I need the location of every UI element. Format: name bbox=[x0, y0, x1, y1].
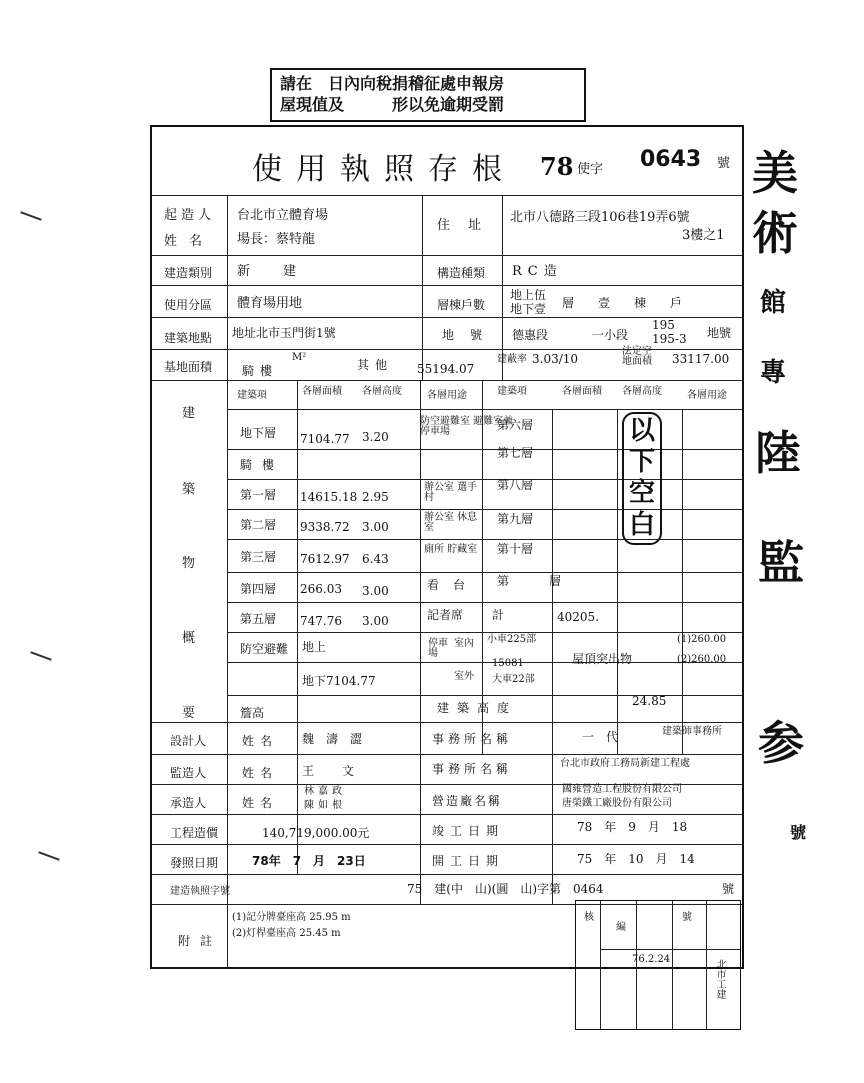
total-value: 40205. bbox=[557, 610, 599, 624]
supervisor-name-label: 姓名 bbox=[242, 766, 279, 780]
permit-value-suffix: 號 bbox=[722, 882, 735, 896]
complete-label: 竣工日期 bbox=[432, 824, 505, 838]
floors-below: 地下壹 bbox=[510, 302, 547, 316]
floor-area: 7104.77 bbox=[300, 432, 350, 446]
supervisor-name: 王 文 bbox=[302, 764, 363, 778]
contractor-name-1: 林嘉政 bbox=[304, 786, 346, 797]
total-label: 計 bbox=[492, 608, 505, 622]
permit-label: 建造執照字號 bbox=[170, 886, 230, 897]
floor-name-right: 第六層 bbox=[497, 418, 534, 432]
lot-number-1: 195 bbox=[652, 318, 675, 332]
punch-mark bbox=[30, 651, 51, 660]
designer-label: 設計人 bbox=[170, 734, 207, 748]
margin-char-8: 號 bbox=[790, 823, 807, 842]
site-label: 建築地點 bbox=[164, 331, 213, 345]
side-char-5: 要 bbox=[182, 706, 196, 721]
parking-outdoor: 室外 bbox=[454, 671, 474, 682]
complete-date: 78 年 9 月 18 bbox=[577, 820, 688, 834]
approval-col-1: 核 bbox=[584, 912, 594, 923]
other-label: 其他 bbox=[357, 358, 394, 372]
contractor-name-label: 姓名 bbox=[242, 796, 279, 810]
legal-open-value: 33117.00 bbox=[672, 352, 730, 366]
eaves-label: 簷高 bbox=[240, 706, 265, 720]
col-height-header: 各層高度 bbox=[362, 386, 402, 397]
ratio-value: 3.03/10 bbox=[532, 352, 579, 366]
col-use-header: 各層用途 bbox=[427, 390, 467, 401]
builder-label: 起造人 bbox=[164, 208, 216, 223]
side-char-2: 築 bbox=[182, 482, 196, 497]
floor-use: 看台 bbox=[427, 578, 480, 592]
address-label: 住址 bbox=[437, 218, 500, 233]
note-label: 附註 bbox=[178, 934, 223, 948]
stamp-line-1: 請在 日內向稅捐稽征處申報房 bbox=[280, 74, 505, 93]
note-2: (2)灯桿臺座高 25.45 m bbox=[232, 928, 341, 939]
floor-name: 第三層 bbox=[240, 550, 277, 564]
roof-value-1: (1)260.00 bbox=[677, 634, 727, 645]
unit-m2: M² bbox=[292, 352, 307, 363]
permit-number: 0643 bbox=[640, 147, 702, 172]
area-value: 55194.07 bbox=[417, 362, 475, 376]
issue-label: 發照日期 bbox=[170, 856, 219, 870]
address-value-2: 3樓之1 bbox=[682, 228, 725, 243]
permit-word: 使字 bbox=[577, 162, 604, 177]
parking-small: 小車225部 bbox=[487, 634, 537, 645]
margin-char-5: 陸 bbox=[755, 426, 801, 480]
col-item-header-right: 建築項 bbox=[497, 386, 527, 397]
contractor-name-2: 陳如根 bbox=[304, 800, 346, 811]
area-label: 基地面積 bbox=[164, 360, 213, 374]
floor-name: 第五層 bbox=[240, 612, 277, 626]
floor-use: 防空避難室 避難室兼停車場 bbox=[420, 416, 514, 437]
company-2: 唐榮鐵工廠股份有限公司 bbox=[562, 798, 672, 809]
cost-label: 工程造價 bbox=[170, 826, 219, 840]
designer-firm-suffix: 建築師事務所 bbox=[662, 726, 722, 737]
floor-height: 3.00 bbox=[362, 614, 389, 628]
col-area-header-right: 各層面積 bbox=[562, 386, 602, 397]
col-use-header-right: 各層用途 bbox=[687, 390, 727, 401]
floors-above: 地上伍 bbox=[510, 288, 547, 302]
blank-below-note: 以下空白 bbox=[622, 412, 662, 545]
floor-name: 第四層 bbox=[240, 582, 277, 596]
floor-name: 騎樓 bbox=[240, 458, 285, 472]
floor-name: 第一層 bbox=[240, 488, 277, 502]
permit-suffix: 號 bbox=[717, 156, 731, 171]
shelter-above: 地上 bbox=[302, 640, 327, 654]
margin-char-6: 監 bbox=[758, 536, 804, 590]
name-label: 姓名 bbox=[164, 234, 215, 249]
floors-label: 層棟戶數 bbox=[437, 298, 486, 312]
approval-stamp: 北市工建 bbox=[714, 959, 725, 999]
floor-use: 辦公室 選手村 bbox=[424, 482, 478, 503]
floor-name-right: 第九層 bbox=[497, 512, 534, 526]
floor-name-right: 第十層 bbox=[497, 542, 534, 556]
designer-firm-label: 事務所名稱 bbox=[432, 732, 513, 746]
supervisor-firm: 台北市政府工務局新建工程處 bbox=[560, 758, 690, 769]
approval-box bbox=[575, 900, 741, 1030]
floors-rest: 層 壹 棟 戶 bbox=[562, 296, 689, 310]
shelter-below: 地下7104.77 bbox=[302, 674, 376, 688]
company-1: 國雍營造工程股份有限公司 bbox=[562, 784, 682, 795]
margin-char-2: 術 bbox=[752, 206, 798, 260]
floor-height: 3.00 bbox=[362, 520, 389, 534]
floor-use: 廁所 貯藏室 bbox=[424, 544, 478, 555]
margin-char-1: 美 bbox=[752, 146, 798, 200]
col-item-header: 建築項 bbox=[237, 390, 267, 401]
parking-large: 大車22部 bbox=[492, 674, 535, 685]
floor-area: 266.03 bbox=[300, 582, 342, 596]
margin-char-4: 專 bbox=[760, 358, 787, 388]
parking-indoor: 室內 bbox=[454, 638, 474, 649]
floor-name-right: 第七層 bbox=[497, 446, 534, 460]
floor-name: 地下層 bbox=[240, 426, 277, 440]
designer-name: 魏 濤 澀 bbox=[302, 732, 363, 746]
name-value: 場長：蔡特龍 bbox=[237, 232, 316, 247]
height-value: 24.85 bbox=[632, 694, 667, 708]
punch-mark bbox=[20, 211, 41, 220]
side-char-4: 概 bbox=[182, 631, 196, 646]
floor-use: 辦公室 休息室 bbox=[424, 512, 478, 533]
tax-reminder-stamp bbox=[270, 68, 586, 122]
legal-open-label: 法定空地面積 bbox=[622, 346, 652, 367]
structure-value: RC造 bbox=[512, 264, 563, 279]
builder-value: 台北市立體育場 bbox=[237, 208, 329, 223]
lot-small-section: 一小段 bbox=[592, 328, 629, 342]
lot-section: 德惠段 bbox=[512, 328, 549, 342]
address-value-1: 北市八德路三段106巷19弄6號 bbox=[510, 210, 690, 225]
parking-area: 15081 bbox=[492, 658, 524, 669]
approval-col-2: 編 bbox=[616, 922, 626, 933]
lot-suffix: 地號 bbox=[707, 326, 732, 340]
type-value: 新 建 bbox=[237, 264, 307, 279]
side-char-3: 物 bbox=[182, 556, 196, 571]
supervisor-firm-label: 事務所名稱 bbox=[432, 762, 513, 776]
approval-date: 76.2.24 bbox=[632, 954, 671, 965]
floor-area: 7612.97 bbox=[300, 552, 350, 566]
contractor-label: 承造人 bbox=[170, 796, 207, 810]
designer-name-label: 姓名 bbox=[242, 734, 279, 748]
floor-height: 3.00 bbox=[362, 584, 389, 598]
supervisor-label: 監造人 bbox=[170, 766, 207, 780]
margin-char-7: 参 bbox=[758, 716, 804, 770]
type-label: 建造類別 bbox=[164, 266, 213, 280]
lot-number-2: 195-3 bbox=[652, 332, 687, 346]
company-label: 營造廠名稱 bbox=[432, 794, 503, 808]
floor-area: 14615.18 bbox=[300, 490, 358, 504]
height-label: 建築高度 bbox=[437, 701, 518, 715]
permit-value: 75 建(中 山)(圓 山)字第 0464 bbox=[407, 882, 604, 896]
use-value: 體育場用地 bbox=[237, 296, 303, 311]
usage-permit-form bbox=[150, 125, 744, 969]
ratio-label: 建蔽率 bbox=[497, 354, 527, 365]
permit-year: 78 bbox=[540, 152, 574, 181]
cost-value: 140,719,000.00元 bbox=[262, 826, 370, 840]
note-1: (1)記分牌臺座高 25.95 m bbox=[232, 912, 351, 923]
floor-use: 記者席 bbox=[427, 608, 464, 622]
punch-mark bbox=[38, 851, 59, 860]
shelter-label: 防空避難 bbox=[240, 642, 289, 656]
start-label: 開工日期 bbox=[432, 854, 505, 868]
site-value: 地址北市玉門街1號 bbox=[232, 326, 336, 340]
floor-area: 9338.72 bbox=[300, 520, 350, 534]
floor-name-right: 第 層 bbox=[497, 574, 576, 588]
designer-firm: 一 代 bbox=[582, 730, 619, 744]
floor-height: 2.95 bbox=[362, 490, 389, 504]
col-area-header: 各層面積 bbox=[302, 386, 342, 397]
floor-height: 3.20 bbox=[362, 430, 389, 444]
form-title: 使用執照存根 bbox=[252, 152, 516, 187]
issue-date: 78年 7 月 23日 bbox=[252, 854, 366, 868]
floor-name: 第二層 bbox=[240, 518, 277, 532]
stamp-line-2: 屋現值及 形以免逾期受罰 bbox=[280, 95, 505, 114]
roof-value-2: (2)260.00 bbox=[677, 654, 727, 665]
lot-label: 地號 bbox=[442, 328, 499, 342]
floor-area: 747.76 bbox=[300, 614, 342, 628]
floor-height: 6.43 bbox=[362, 552, 389, 566]
side-char-1: 建 bbox=[182, 406, 196, 421]
margin-char-3: 館 bbox=[760, 288, 787, 318]
arcade-label: 騎樓 bbox=[242, 364, 279, 378]
floor-name-right: 第八層 bbox=[497, 478, 534, 492]
start-date: 75 年 10 月 14 bbox=[577, 852, 695, 866]
parking-label: 停車場 bbox=[428, 638, 448, 659]
structure-label: 構造種類 bbox=[437, 266, 486, 280]
use-label: 使用分區 bbox=[164, 298, 213, 312]
approval-col-3: 號 bbox=[682, 912, 692, 923]
col-height-header-right: 各層高度 bbox=[622, 386, 662, 397]
roof-label: 屋頂突出物 bbox=[572, 652, 633, 666]
